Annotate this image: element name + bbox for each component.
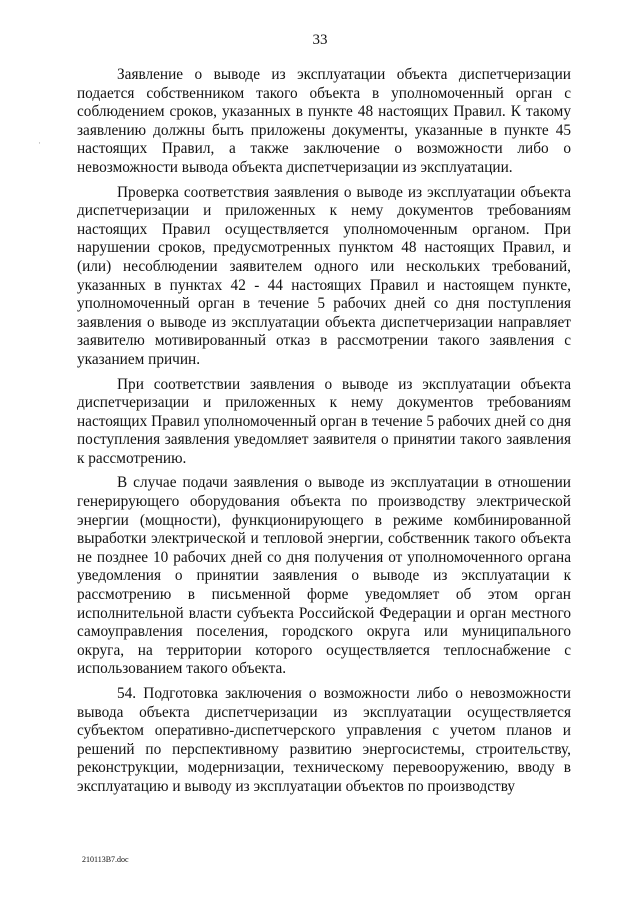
paragraph-acceptance-notice: При соответствии заявления о выводе из эксплуатации объекта диспетчеризации и приложенных к нему документов требованиям настоящих Правил уполномоченный орган в течение 5 рабочих дней со дня поступления заявления уведомляет заявителя о принятии такого заявления к рассмотрению. xyxy=(77,375,571,467)
paragraph-clause-54: 54. Подготовка заключения о возможности либо о невозможности вывода объекта диспетчеризации из эксплуатации осуществляется субъектом оперативно-диспетчерского управления с учетом планов и решений по перспективному развитию энергосистемы, строительству, реконструкции, модернизации, техническому перевооружению, вводу в эксплуатацию и выводу из эксплуатации объектов по производству xyxy=(77,685,571,795)
paragraph-cogeneration-notice: В случае подачи заявления о выводе из эксплуатации в отношении генерирующего оборудования объекта по производству электрической энергии (мощности), функционирующего в режиме комбинированной выработки электрической и тепловой энергии, собственник такого объекта не позднее 10 рабочих дней со дня получения от уполномоченного органа уведомления о принятии заявления о выводе из эксплуатации к рассмотрению в письменной форме уведомляет об этом орган исполнительной власти субъекта Российской Федерации и орган местного самоуправления поселения, городского округа или муниципального округа, на территории которого осуществляется теплоснабжение с использованием такого объекта. xyxy=(77,474,571,678)
page-number: 33 xyxy=(312,32,328,48)
paragraph-application-submission: Заявление о выводе из эксплуатации объекта диспетчеризации подается собственником такого объекта в уполномоченный орган с соблюдением сроков, указанных в пункте 48 настоящих Правил. К такому заявлению должны быть приложены документы, указанные в пункте 45 настоящих Правил, а также заключение о возможности либо о невозможности вывода объекта диспетчеризации из эксплуатации. xyxy=(77,66,571,176)
footer-file-name: 210113B7.doc xyxy=(82,855,129,864)
margin-mark: · xyxy=(38,138,41,148)
paragraph-compliance-check: Проверка соответствия заявления о выводе из эксплуатации объекта диспетчеризации и приложенных к нему документов требованиям настоящих Правил осуществляется уполномоченным органом. При нарушении сроков, предусмотренных пунктом 48 настоящих Правил, и (или) несоблюдении заявителем одного или нескольких требований, указанных в пунктах 42 - 44 настоящих Правил и настоящем пункте, уполномоченный орган в течение 5 рабочих дней со дня поступления заявления о выводе из эксплуатации объекта диспетчеризации направляет заявителю мотивированный отказ в рассмотрении такого заявления с указанием причин. xyxy=(77,183,571,368)
document-body xyxy=(77,66,571,803)
